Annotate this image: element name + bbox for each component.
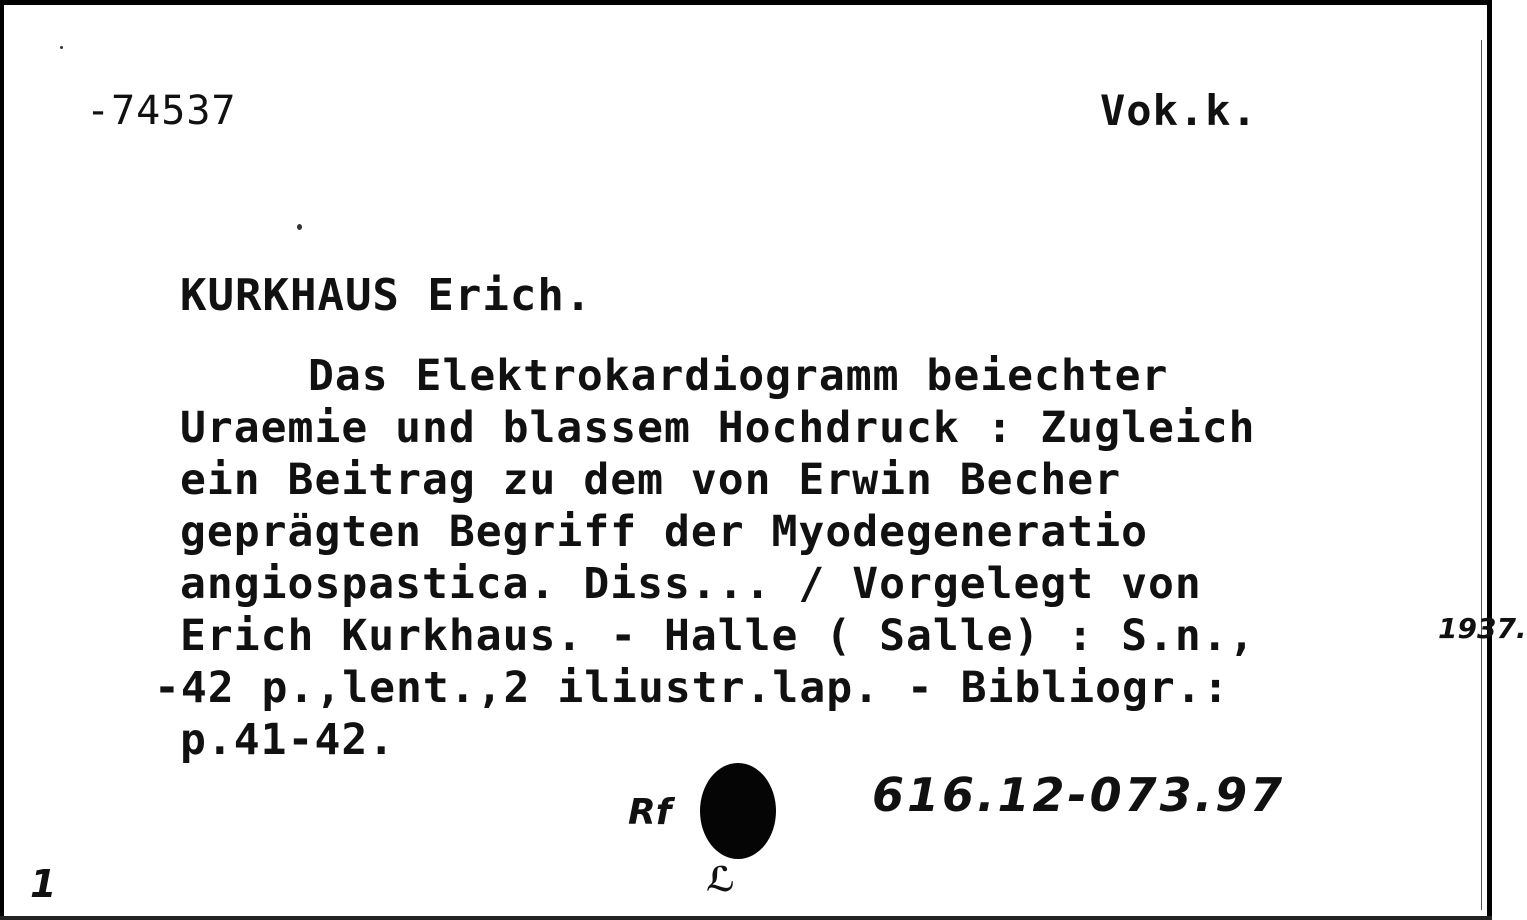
card-border-left [0,0,4,920]
handwritten-bottom-mark: ℒ [706,860,736,900]
description-line: Uraemie und blassem Hochdruck : Zugleich [180,403,1256,453]
author-heading: KURKHAUS Erich. [180,270,593,321]
description-line: angiospastica. Diss... / Vorgelegt von [180,559,1202,609]
handwritten-year: 1937. [1438,612,1527,645]
description-line: -42 p.,lent.,2 iliustr.lap. - Bibliogr.: [154,663,1230,713]
description-line: Erich Kurkhaus. - Halle ( Salle) : S.n., [180,611,1256,661]
card-border-right [1487,0,1492,920]
ink-stamp-dot [700,763,776,859]
description-line: Das Elektrokardiogramm beiechter [308,351,1169,401]
speck-mark [297,224,302,230]
udc-classification: 616.12-073.97 [872,768,1286,822]
description-line: p.41-42. [180,715,396,765]
card-index-number: 1 [30,862,57,906]
call-number: -74537 [86,88,237,134]
location-code: Vok.k. [1100,86,1258,135]
card-edge-line [1481,40,1482,910]
card-border-bottom [0,916,1492,920]
speck-mark [60,46,63,49]
handwritten-initial: Rf [628,792,672,833]
card-border-top [0,0,1492,5]
description-line: geprägten Begriff der Myodegeneratio [180,507,1148,557]
description-line: ein Beitrag zu dem von Erwin Becher [180,455,1122,505]
